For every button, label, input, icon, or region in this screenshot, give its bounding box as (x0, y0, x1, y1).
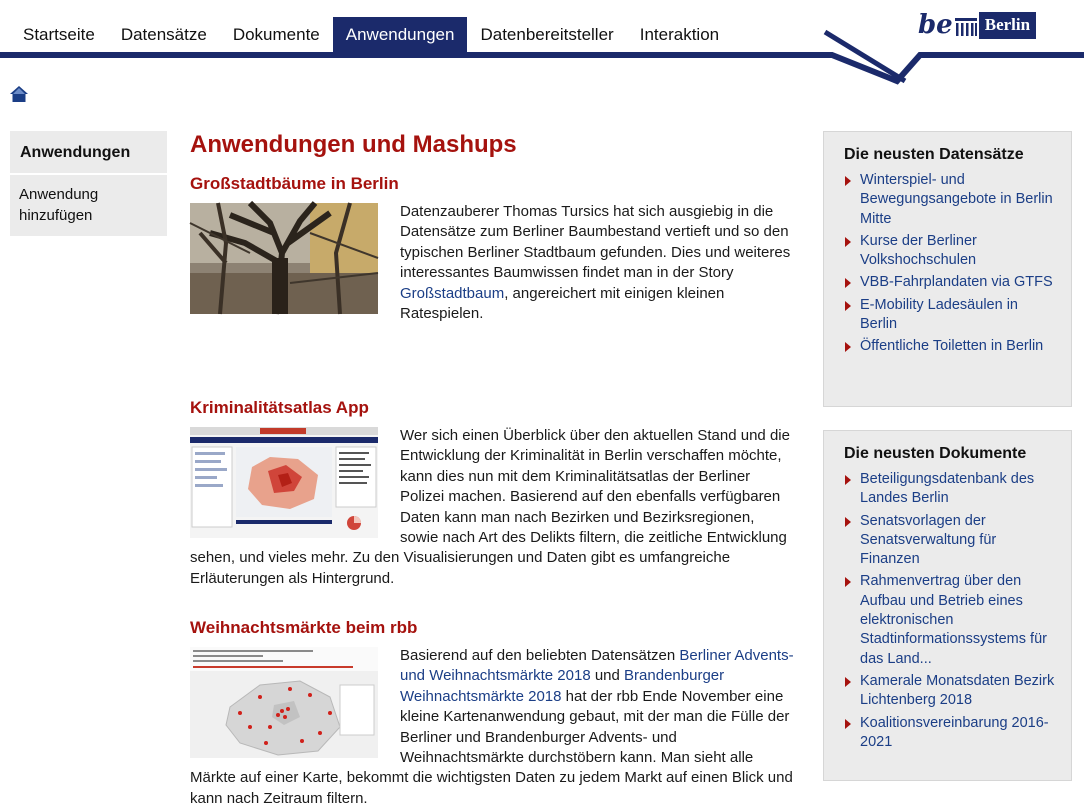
article-text-part: hat der rbb Ende November eine kleine Kartenanwendung gebaut, mit der man die Fülle der Berliner und Brandenburger Advents- und Weihnachtsmärkte durchstöbern kann. Man sieht alle Märkte auf einer Karte, bekommt die wichtigsten Daten zu jedem Markt auf einen Blick und kann nach Zeitraum filtern. (190, 687, 793, 807)
list-item (844, 273, 1059, 292)
logo-berlin-box: Berlin (979, 12, 1036, 39)
list-item (844, 470, 1059, 509)
section-sidebar-title[interactable]: Anwendungen (10, 131, 167, 175)
article-title-link[interactable]: Kriminalitätsatlas App (190, 398, 369, 417)
logo-be-text: be (918, 10, 953, 40)
brandenburg-gate-icon (955, 14, 977, 36)
newest-datasets-box (823, 131, 1072, 407)
newest-datasets-list (824, 171, 1071, 357)
sidebar-item-anwendung-hinzufuegen[interactable]: Anwendung hinzufügen (19, 186, 99, 224)
article-text-part: Basierend auf den beliebten Datensätzen (400, 647, 680, 664)
tree-photo[interactable] (190, 203, 378, 314)
article-title-link[interactable]: Großstadtbäume in Berlin (190, 174, 399, 193)
section-sidebar (10, 131, 167, 236)
list-item (844, 714, 1059, 753)
triangle-bullet-icon (845, 237, 851, 247)
tab-anwendungen[interactable]: Anwendungen (333, 17, 468, 53)
berliner-weihnachtsmaerkte-link[interactable]: Berliner Advents- und Weihnachtsmärkte 2018 (400, 647, 794, 685)
article-text-part: , angereichert mit einigen kleinen Ratespielen. (400, 284, 725, 323)
tab-datensaetze[interactable]: Datensätze (120, 25, 207, 44)
article-weihnachtsmaerkte (190, 617, 795, 809)
dataset-link[interactable]: Öffentliche Toiletten in Berlin (860, 338, 1044, 355)
newest-documents-title: Die neusten Dokumente (844, 445, 1027, 462)
triangle-bullet-icon (845, 278, 851, 288)
main-tabs (10, 17, 732, 53)
triangle-bullet-icon (845, 577, 851, 587)
article-title-link[interactable]: Weihnachtsmärkte beim rbb (190, 618, 418, 637)
brandenburger-weihnachtsmaerkte-link[interactable]: Brandenburger Weihnachtsmärkte 2018 (400, 667, 725, 705)
newest-datasets-title: Die neusten Datensätze (844, 146, 1024, 163)
document-link[interactable]: Beteiligungsdatenbank des Landes Berlin (860, 471, 1035, 507)
tab-startseite[interactable]: Startseite (23, 25, 95, 44)
document-link[interactable]: Kamerale Monatsdaten Bezirk Lichtenberg 2018 (860, 672, 1055, 709)
dataset-link[interactable]: E-Mobility Ladesäulen in Berlin (860, 296, 1018, 333)
document-link[interactable]: Rahmenvertrag über den Aufbau und Betrieb eines elektronischen Stadtinformationssystems für das Land... (860, 573, 1047, 667)
tab-datenbereitsteller[interactable]: Datenbereitsteller (480, 25, 614, 44)
document-link[interactable]: Senatsvorlagen der Senatsverwaltung für Finanzen (860, 512, 997, 568)
home-icon[interactable] (10, 86, 28, 102)
newest-documents-box (823, 430, 1072, 781)
triangle-bullet-icon (845, 176, 851, 186)
list-item (844, 171, 1059, 229)
page-title: Anwendungen und Mashups (190, 131, 517, 158)
article-text: Wer sich einen Überblick über den aktuellen Stand und die Entwicklung der Kriminalität in Berlin verschaffen möchte, kann dies nun mit dem Kriminalitätsatlas der Berliner Polizei machen. Basierend auf den ebenfalls verfügbaren Daten kann man nach Bezirken und Bezirksregionen, sowie nach Art des Delikts filtern, die zeitliche Entwicklung sehen, und vieles mehr. Zu den Visualisierungen und Daten gibt es umfangreiche Erläuterungen als Hintergrund. (190, 427, 790, 587)
newest-documents-list (824, 470, 1071, 752)
list-item (844, 672, 1059, 711)
triangle-bullet-icon (845, 517, 851, 527)
triangle-bullet-icon (845, 301, 851, 311)
list-item (844, 512, 1059, 570)
document-link[interactable]: Koalitionsvereinbarung 2016-2021 (860, 714, 1049, 750)
main-content (190, 131, 795, 809)
tab-interaktion[interactable]: Interaktion (639, 25, 720, 44)
article-grossstadtbaeume (190, 173, 795, 397)
grossstadtbaum-link[interactable]: Großstadtbaum (400, 284, 505, 302)
list-item (844, 337, 1059, 356)
article-kriminalitaetsatlas (190, 397, 795, 617)
list-item (844, 572, 1059, 668)
triangle-bullet-icon (845, 719, 851, 729)
list-item (844, 232, 1059, 271)
article-text-part: Datenzauberer Thomas Tursics hat sich ausgiebig in die Datensätze zum Berliner Baumbestand vertieft und so den typischen Berliner Stadtbaum gefunden. Dies und weiteres interessantes Baumwissen findet man in der Story (400, 203, 791, 282)
top-navigation (0, 0, 1084, 90)
triangle-bullet-icon (845, 342, 851, 352)
dataset-link[interactable]: Kurse der Berliner Volkshochschulen (860, 232, 977, 269)
tab-dokumente[interactable]: Dokumente (232, 25, 320, 44)
triangle-bullet-icon (845, 677, 851, 687)
list-item (844, 296, 1059, 335)
article-text-part: und (590, 667, 625, 685)
christmas-market-map-screenshot[interactable] (190, 647, 378, 758)
dataset-link[interactable]: VBB-Fahrplandaten via GTFS (860, 274, 1053, 291)
triangle-bullet-icon (845, 475, 851, 485)
dataset-link[interactable]: Winterspiel- und Bewegungsangebote in Berlin Mitte (860, 172, 1053, 227)
be-berlin-logo[interactable] (918, 9, 1036, 41)
crime-atlas-screenshot[interactable] (190, 427, 378, 538)
